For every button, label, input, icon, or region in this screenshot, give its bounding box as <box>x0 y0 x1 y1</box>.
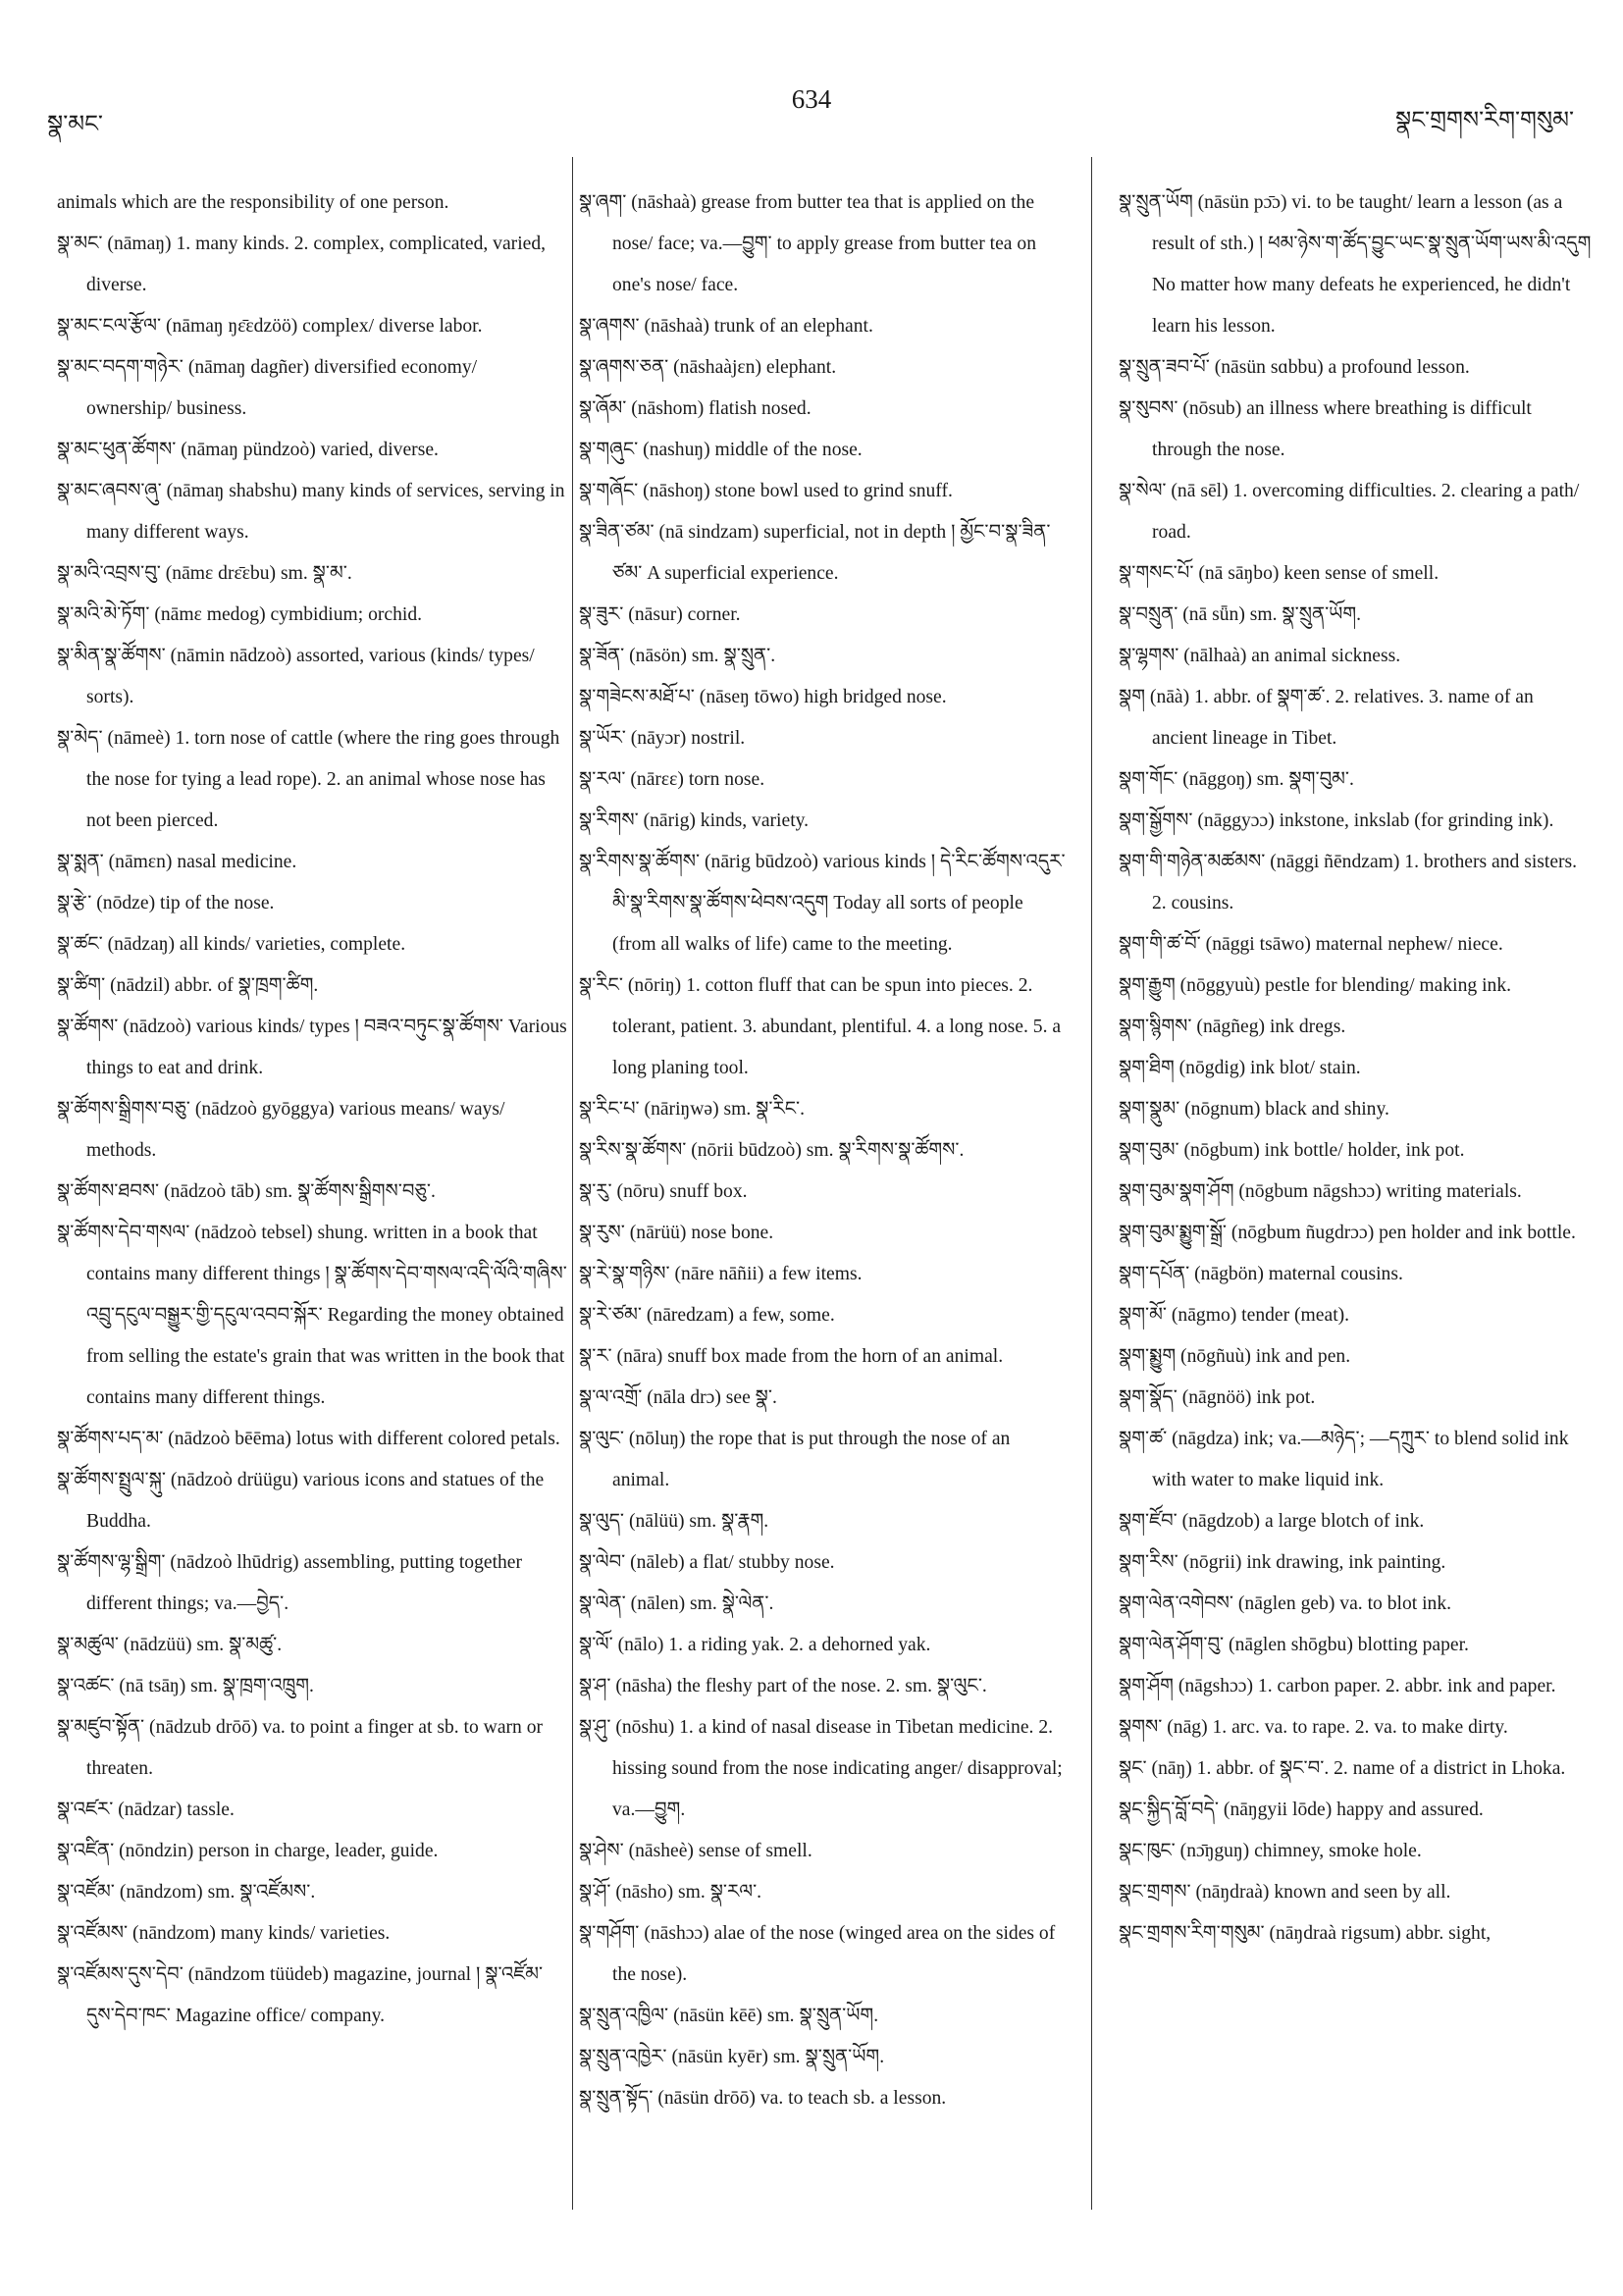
dictionary-entry: སྣ་ཚོགས་སྤྲུལ་སྐུ་ (nādzoò drüügu) various icons and statues of the Buddha. <box>57 1470 545 1532</box>
dictionary-entry: སྣ་ཤོ་ (nāsho) sm. སྣ་རལ་. <box>579 1882 762 1903</box>
dictionary-entry: སྣ་མིན་སྣ་ཚོགས་ (nāmin nādzoò) assorted, various (kinds/ types/ sorts). <box>57 646 535 707</box>
dictionary-column-3 <box>1119 183 1592 1955</box>
dictionary-entry: སྣ་མེད་ (nāmeè) 1. torn nose of cattle (where the ring goes through the nose for tying a lead rope). 2. an animal whose nose has not been pierced. <box>57 728 560 831</box>
dictionary-entry: སྣང་གྲགས་རིག་གསུམ་ (nāŋdraà rigsum) abbr. sight, <box>1119 1923 1492 1944</box>
dictionary-entry: སྣ་འཛོམ་ (nāndzom) sm. སྣ་འཛོམས་. <box>57 1882 316 1903</box>
dictionary-entry: སྣ་འཚང་ (nā tsāŋ) sm. སྣ་ཁྲག་འཁྲུག. <box>57 1676 314 1696</box>
dictionary-entry: སྣ་རེ་སྣ་གཉིས་ (nāre nāñii) a few items. <box>579 1264 863 1284</box>
dictionary-entry: སྣག་སྣུམ་ (nōgnum) black and shiny. <box>1119 1099 1389 1120</box>
dictionary-entry: སྣག་མོ་ (nāgmo) tender (meat). <box>1119 1305 1350 1326</box>
dictionary-entry: སྣ་མའི་འབྲས་བུ་ (nāmɛ drɛ̄ɛbu) sm. སྣ་མ་. <box>57 563 352 584</box>
column-divider <box>1091 157 1092 2210</box>
dictionary-entry: སྣ་སྲུན་སྟོད་ (nāsün drōō) va. to teach sb. a lesson. <box>579 2088 947 2109</box>
dictionary-entry: སྣ་ཚིག་ (nādzil) abbr. of སྣ་ཁྲག་ཚིག. <box>57 975 319 996</box>
dictionary-entry: སྣ་གསང་པོ་ (nā sāŋbo) keen sense of smell. <box>1119 563 1440 584</box>
dictionary-entry: སྣ་མང་ཕུན་ཚོགས་ (nāmaŋ pündzoò) varied, diverse. <box>57 440 439 460</box>
dictionary-entry: སྣ་སེལ་ (nā sēl) 1. overcoming difficulties. 2. clearing a path/ road. <box>1119 481 1580 543</box>
dictionary-entry: animals which are the responsibility of one person. <box>57 192 449 213</box>
dictionary-entry: སྣ་སྲུན་འཁྱེར་ (nāsün kyēr) sm. སྣ་སྲུན་ཡོག. <box>579 2047 885 2067</box>
dictionary-entry: སྣ་ཚོགས་སྒྲིགས་བཅུ་ (nādzoò gyōggya) various means/ ways/ methods. <box>57 1099 505 1161</box>
dictionary-entry: སྣ་ཤ་ (nāsha) the fleshy part of the nose. 2. sm. སྣ་ལུང་. <box>579 1676 987 1696</box>
dictionary-entry: སྣ་ལུང་ (nōluŋ) the rope that is put through the nose of an animal. <box>579 1429 1011 1490</box>
dictionary-entry: སྣ་རྩེ་ (nōdze) tip of the nose. <box>57 893 275 913</box>
dictionary-entry: སྣ་རལ་ (nārɛɛ) torn nose. <box>579 769 765 790</box>
dictionary-entry: སྣག་ལེན་འགེབས་ (nāglen geb) va. to blot ink. <box>1119 1593 1452 1614</box>
dictionary-entry: སྣ་རུ་ (nōru) snuff box. <box>579 1181 748 1202</box>
dictionary-entry: སྣག་གོང་ (nāggoŋ) sm. སྣག་བུམ་. <box>1119 769 1354 790</box>
dictionary-entry: སྣག་བུམ་ (nōgbum) ink bottle/ holder, ink pot. <box>1119 1140 1465 1161</box>
dictionary-entry: སྣ་ཤུ་ (nōshu) 1. a kind of nasal disease in Tibetan medicine. 2. hissing sound from the nose indicating anger/ disapproval; va.—བྱུག. <box>579 1717 1063 1820</box>
dictionary-entry: སྣ་བསྲུན་ (nā sǖn) sm. སྣ་སྲུན་ཡོག. <box>1119 604 1362 625</box>
dictionary-entry: སྣ་རིས་སྣ་ཚོགས་ (nōrii būdzoò) sm. སྣ་རིགས་སྣ་ཚོགས་. <box>579 1140 965 1161</box>
dictionary-entry: སྣ་མང་ངལ་རྩོལ་ (nāmaŋ ŋɛ̄ɛdzöö) complex/ diverse labor. <box>57 316 483 337</box>
dictionary-entry: སྣ་གཞོང་ (nāshoŋ) stone bowl used to grind snuff. <box>579 481 953 501</box>
dictionary-entry: སྣ་ཚོགས་ (nādzoò) various kinds/ types ། བཟའ་བཏུང་སྣ་ཚོགས་ Various things to eat and drink. <box>57 1017 567 1078</box>
dictionary-entry: སྣ་ར་ (nāra) snuff box made from the horn of an animal. <box>579 1346 1004 1367</box>
dictionary-entry: སྣང་སྐྱིད་བློ་བདེ་ (nāŋgyii lōde) happy and assured. <box>1119 1800 1484 1820</box>
dictionary-entry: སྣ་མང་ (nāmaŋ) 1. many kinds. 2. complex, complicated, varied, diverse. <box>57 234 547 295</box>
dictionary-entry: སྣ་རིགས་སྣ་ཚོགས་ (nārig būdzoò) various kinds ། དེ་རིང་ཚོགས་འདུར་མི་སྣ་རིགས་སྣ་ཚོགས་ཕེབས་འདུག Today all sorts of people (from all walks of life) came to the meeting. <box>579 852 1066 955</box>
dictionary-entry: སྣག་ཛོབ་ (nāgdzob) a large blotch of ink. <box>1119 1511 1425 1532</box>
dictionary-entry: སྣ་རིང་པ་ (nāriŋwə) sm. སྣ་རིང་. <box>579 1099 806 1120</box>
dictionary-entry: སྣ་འཛར་ (nādzar) tassle. <box>57 1800 235 1820</box>
dictionary-entry: སྣ་སྲུན་ཟབ་པོ་ (nāsün sɑbbu) a profound lesson. <box>1119 357 1470 378</box>
dictionary-entry: སྣག་གི་ཚ་བོ་ (nāggi tsāwo) maternal nephew/ niece. <box>1119 934 1503 955</box>
dictionary-entry: སྣ་ཞགས་ཅན་ (nāshaàjɛn) elephant. <box>579 357 837 378</box>
dictionary-entry: སྣ་འཛོམས་དུས་དེབ་ (nāndzom tüüdeb) magazine, journal ། སྣ་འཛོམ་དུས་དེབ་ཁང་ Magazine office/ company. <box>57 1964 544 2026</box>
dictionary-entry: སྣགས་ (nāg) 1. arc. va. to rape. 2. va. to make dirty. <box>1119 1717 1508 1738</box>
dictionary-entry: སྣ་གཞུང་ (nashuŋ) middle of the nose. <box>579 440 863 460</box>
dictionary-entry: སྣ་ལུད་ (nālüü) sm. སྣ་རྣག. <box>579 1511 769 1532</box>
dictionary-entry: སྣ་ལྷགས་ (nālhaà) an animal sickness. <box>1119 646 1401 666</box>
dictionary-entry: སྣ་ཤེས་ (nāsheè) sense of smell. <box>579 1841 812 1861</box>
dictionary-entry: སྣག་ལེན་ཤོག་བུ་ (nāglen shōgbu) blotting paper. <box>1119 1635 1469 1655</box>
dictionary-entry: སྣང་ (nāŋ) 1. abbr. of སྣང་བ་. 2. name of a district in Lhoka. <box>1119 1758 1566 1779</box>
dictionary-entry: སྣ་ཞོམ་ (nāshom) flatish nosed. <box>579 398 812 419</box>
dictionary-entry: སྣ་སུབས་ (nōsub) an illness where breathing is difficult through the nose. <box>1119 398 1532 460</box>
dictionary-entry: སྣང་ཁུང་ (nɔ̄ŋguŋ) chimney, smoke hole. <box>1119 1841 1422 1861</box>
dictionary-entry: སྣ་ལོ་ (nālo) 1. a riding yak. 2. a dehorned yak. <box>579 1635 931 1655</box>
dictionary-entry: སྣ་ཞགས་ (nāshaà) trunk of an elephant. <box>579 316 873 337</box>
dictionary-entry: སྣ་མང་ཞབས་ཞུ་ (nāmaŋ shabshu) many kinds of services, serving in many different ways. <box>57 481 565 543</box>
dictionary-entry: སྣ་ཞག་ (nāshaà) grease from butter tea that is applied on the nose/ face; va.—བྱུག་ to apply grease from butter tea on one's nose/ face. <box>579 192 1036 295</box>
dictionary-entry: སྣ་མཚུལ་ (nādzüü) sm. སྣ་མཚུ་. <box>57 1635 283 1655</box>
dictionary-entry: སྣ་ཡོར་ (nāyɔr) nostril. <box>579 728 746 749</box>
dictionary-entry: སྣག་བུམ་སྨྱུག་སྒྲོ་ (nōgbum ñugdrɔɔ) pen holder and ink bottle. <box>1119 1223 1576 1243</box>
dictionary-entry: སྣག་སྒྱོགས་ (nāggyɔɔ) inkstone, inkslab (for grinding ink). <box>1119 810 1554 831</box>
dictionary-entry: སྣག་བུམ་སྣག་ཤོག (nōgbum nāgshɔɔ) writing materials. <box>1119 1181 1522 1202</box>
dictionary-entry: སྣ་རིང་ (nōriŋ) 1. cotton fluff that can be spun into pieces. 2. tolerant, patient. 3. abundant, plentiful. 4. a long nose. 5. a long planing tool. <box>579 975 1062 1078</box>
dictionary-entry: སྣག་གི་གཉེན་མཚམས་ (nāggi ñēndzam) 1. brothers and sisters. 2. cousins. <box>1119 852 1578 913</box>
dictionary-entry: སྣ་མཛུབ་སྟོན་ (nādzub drōō) va. to point a finger at sb. to warn or threaten. <box>57 1717 544 1779</box>
dictionary-entry: སྣག་སྣོད་ (nāgnöö) ink pot. <box>1119 1387 1316 1408</box>
dictionary-entry: སྣ་ཚང་ (nādzaŋ) all kinds/ varieties, complete. <box>57 934 406 955</box>
dictionary-entry: སྣག་སྙིགས་ (nāgñeg) ink dregs. <box>1119 1017 1346 1037</box>
dictionary-entry: སྣ་རིགས་ (nārig) kinds, variety. <box>579 810 810 831</box>
running-head-right: སྣང་གྲགས་རིག་གསུམ་ <box>1395 106 1574 133</box>
dictionary-entry: སྣ་ཟུར་ (nāsur) corner. <box>579 604 741 625</box>
dictionary-entry: སྣག (nāà) 1. abbr. of སྣག་ཚ་. 2. relatives. 3. name of an ancient lineage in Tibet. <box>1119 687 1534 749</box>
dictionary-entry: སྣ་རེ་ཙམ་ (nāredzam) a few, some. <box>579 1305 835 1326</box>
dictionary-entry: སྣ་སྨན་ (nāmɛn) nasal medicine. <box>57 852 297 872</box>
dictionary-entry: སྣ་ཚོགས་པད་མ་ (nādzoò bēēma) lotus with different colored petals. <box>57 1429 560 1449</box>
dictionary-entry: སྣག་ཐིག (nōgdig) ink blot/ stain. <box>1119 1058 1361 1078</box>
dictionary-entry: སྣ་ཚོགས་ཐབས་ (nādzoò tāb) sm. སྣ་ཚོགས་སྒྲིགས་བཅུ་. <box>57 1181 436 1202</box>
dictionary-entry: སྣ་ལེན་ (nālen) sm. སྣེ་ལེན་. <box>579 1593 774 1614</box>
dictionary-entry: སྣ་རུས་ (nārüü) nose bone. <box>579 1223 774 1243</box>
dictionary-entry: སྣག་ཤོག (nāgshɔɔ) 1. carbon paper. 2. abbr. ink and paper. <box>1119 1676 1556 1696</box>
dictionary-entry: སྣ་འཛོམས་ (nāndzom) many kinds/ varieties. <box>57 1923 391 1944</box>
dictionary-entry: སྣག་དཔོན་ (nāgbön) maternal cousins. <box>1119 1264 1403 1284</box>
page-number: 634 <box>791 84 832 114</box>
dictionary-entry: སྣང་གྲགས་ (nāŋdraà) known and seen by all. <box>1119 1882 1451 1903</box>
dictionary-entry: སྣ་གཤོག་ (nāshɔɔ) alae of the nose (winged area on the sides of the nose). <box>579 1923 1056 1985</box>
dictionary-entry: སྣ་ཚོགས་ལྷ་སྒྲིག་ (nādzoò lhūdrig) assembling, putting together different things; va.—བྱེད་. <box>57 1552 523 1614</box>
dictionary-entry: སྣ་སྲུན་འཁྱིལ་ (nāsün kēē) sm. སྣ་སྲུན་ཡོག. <box>579 2006 879 2026</box>
dictionary-entry: སྣག་རིས་ (nōgrii) ink drawing, ink painting. <box>1119 1552 1446 1573</box>
dictionary-entry: སྣག་ཚ་ (nāgdza) ink; va.—མཉེད་; —དཀྲུར་ to blend solid ink with water to make liquid ink. <box>1119 1429 1569 1490</box>
dictionary-entry: སྣ་མའི་མེ་ཏོག་ (nāmɛ medog) cymbidium; orchid. <box>57 604 423 625</box>
dictionary-column-2 <box>579 183 1070 2119</box>
running-head-left: སྣ་མང་ <box>47 110 103 137</box>
dictionary-entry: སྣ་ཟོན་ (nāsön) sm. སྣ་སྲུན་. <box>579 646 776 666</box>
dictionary-entry: སྣ་སྲུན་ཡོག (nāsün pɔ̄ɔ) vi. to be taught/ learn a lesson (as a result of sth.) ། ཕམ་ཉེས་ག་ཚོད་བྱུང་ཡང་སྣ་སྲུན་ཡོག་ཡས་མི་འདུག No matter how many defeats he experienced, he didn't learn his lesson. <box>1119 192 1592 337</box>
dictionary-entry: སྣ་ཚོགས་དེབ་གསལ་ (nādzoò tebsel) shung. written in a book that contains many different things ། སྣ་ཚོགས་དེབ་གསལ་འདི་ལོའི་གཞིས་འབྲུ་དངུལ་བསྒྱུར་གྱི་དངུལ་འབབ་སྐོར་ Regarding the money obtained from selling the estate's grain that was written in the book that contains many different things. <box>57 1223 567 1408</box>
dictionary-entry: སྣ་ལེབ་ (nāleb) a flat/ stubby nose. <box>579 1552 835 1573</box>
dictionary-entry: སྣ་ལ་འགྲོ་ (nāla drɔ) see སྣ་. <box>579 1387 777 1408</box>
dictionary-entry: སྣ་ཟིན་ཙམ་ (nā sindzam) superficial, not in depth ། མྱོང་བ་སྣ་ཟིན་ཙམ་ A superficial experience. <box>579 522 1051 584</box>
dictionary-entry: སྣ་མང་བདག་གཉེར་ (nāmaŋ dagñer) diversified economy/ ownership/ business. <box>57 357 478 419</box>
dictionary-entry: སྣག་རྒྱུག (nōggyuù) pestle for blending/ making ink. <box>1119 975 1512 996</box>
dictionary-entry: སྣ་གཟེངས་མཐོ་པ་ (nāseŋ tōwo) high bridged nose. <box>579 687 947 707</box>
dictionary-column-1 <box>37 183 567 2037</box>
column-divider <box>572 157 573 2210</box>
dictionary-entry: སྣ་འཛིན་ (nōndzin) person in charge, leader, guide. <box>57 1841 439 1861</box>
dictionary-entry: སྣག་སྨྱུག (nōgñuù) ink and pen. <box>1119 1346 1351 1367</box>
